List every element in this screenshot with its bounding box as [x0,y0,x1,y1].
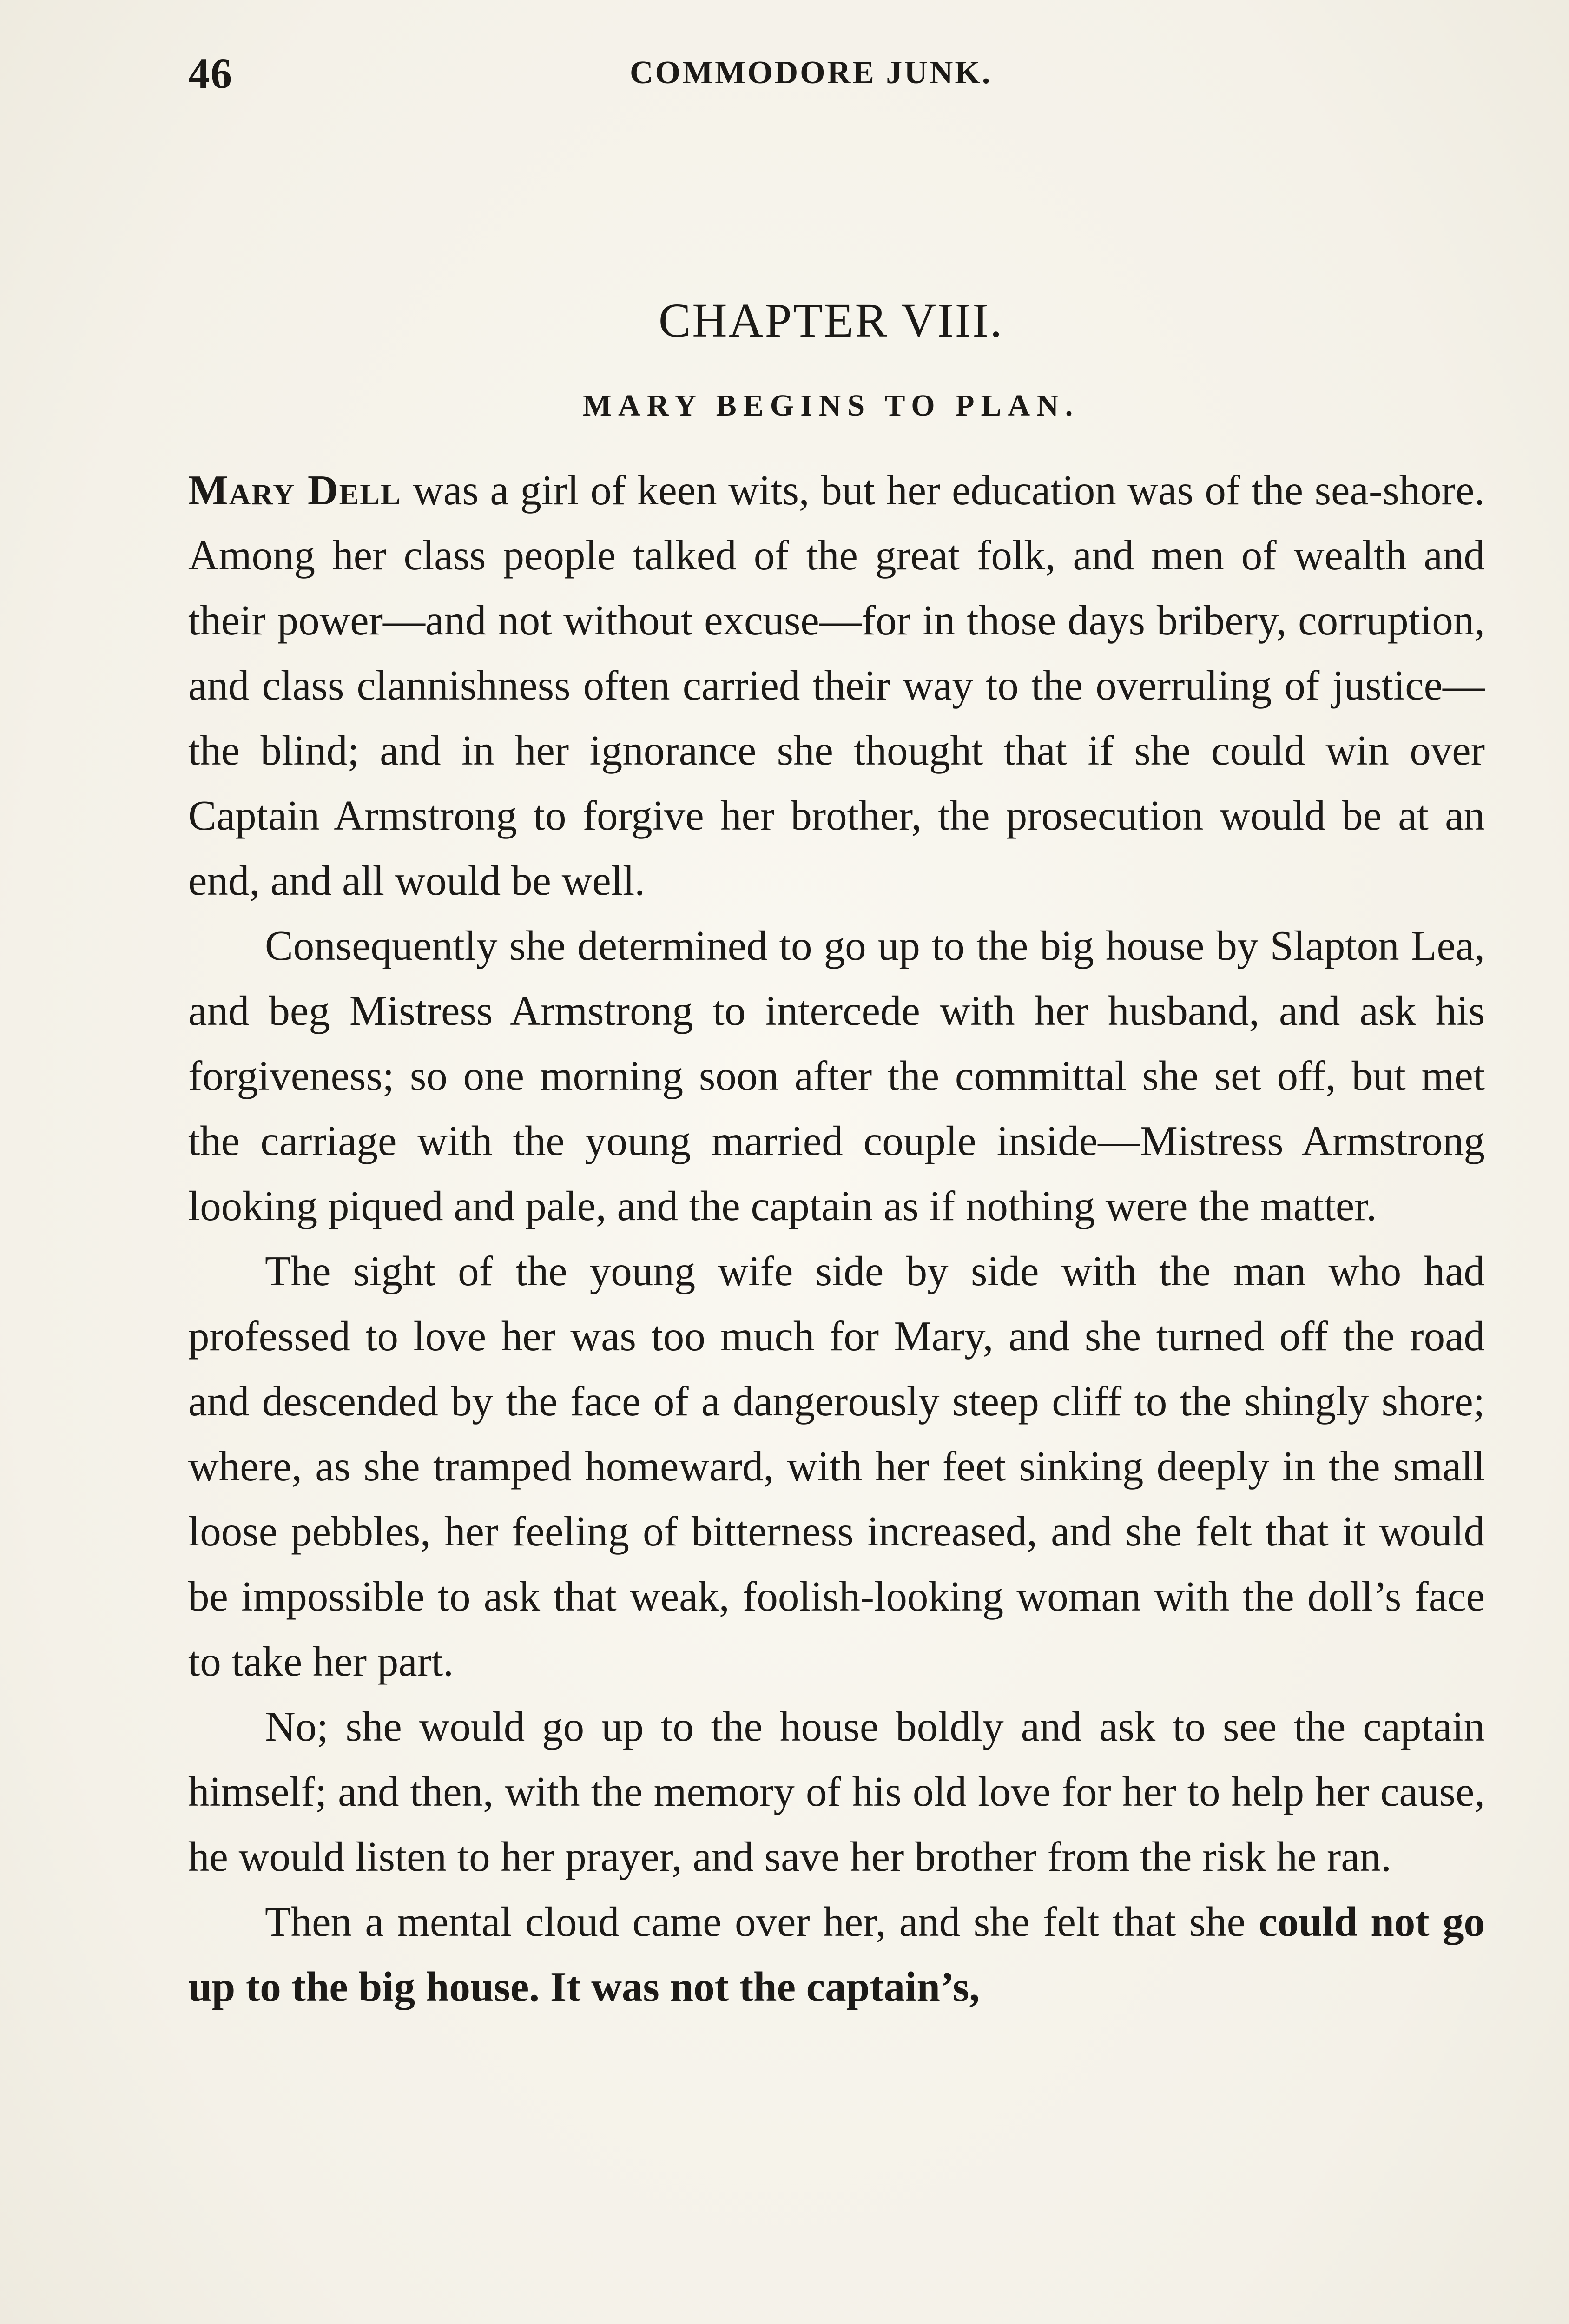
running-head [188,49,1485,100]
paragraph-5-final-line: could not go up to the big house. It was not the captain’s, [188,1898,1485,2010]
paragraph-1-text: was a girl of keen wits, but her education was of the sea-shore. Among her class people talked of the great folk, and men of wealth and their power—and not without excuse—for in those days bribery, corruption, and class clannishness often carried their way to the overruling of justice—the blind; and in her ignorance she thought that if she could win over Captain Armstrong to forgive her brother, the prosecution would be at an end, and all would be well. [188,467,1485,904]
chapter-body [188,458,1485,2020]
page-number: 46 [188,50,233,97]
chapter-number: CHAPTER VIII. [659,294,1003,347]
paragraph-5-text: Then a mental cloud came over her, and she felt that she [265,1898,1259,1945]
paragraph-3: The sight of the young wife side by side with the man who had professed to love her was too much for Mary, and she turned off the road and descended by the face of a dangerously steep cliff to the shingly shore; where, as she tramped homeward, with her feet sinking deeply in the small loose pebbles, her feeling of bitterness increased, and she felt that it would be impossible to ask that weak, foolish-looking woman with the doll’s face to take her part. [188,1248,1485,1685]
paragraph-4: No; she would go up to the house boldly and ask to see the captain himself; and then, with the memory of his old love for her to help her cause, he would listen to her prayer, and save her brother from the risk he ran. [188,1703,1485,1880]
paragraph-2: Consequently she determined to go up to the big house by Slapton Lea, and beg Mistress Armstrong to intercede with her husband, and ask his forgiveness; so one morning soon after the committal she set off, but met the carriage with the young married couple inside—Mistress Armstrong looking piqued and pale, and the captain as if nothing were the matter. [188,922,1485,1229]
paragraph-1-lead: Mary Dell [188,467,402,514]
chapter-title: MARY BEGINS TO PLAN. [582,389,1080,423]
book-title: COMMODORE JUNK. [630,55,992,91]
paragraph-5 [188,1889,1485,2020]
paragraph-1 [188,458,1485,913]
